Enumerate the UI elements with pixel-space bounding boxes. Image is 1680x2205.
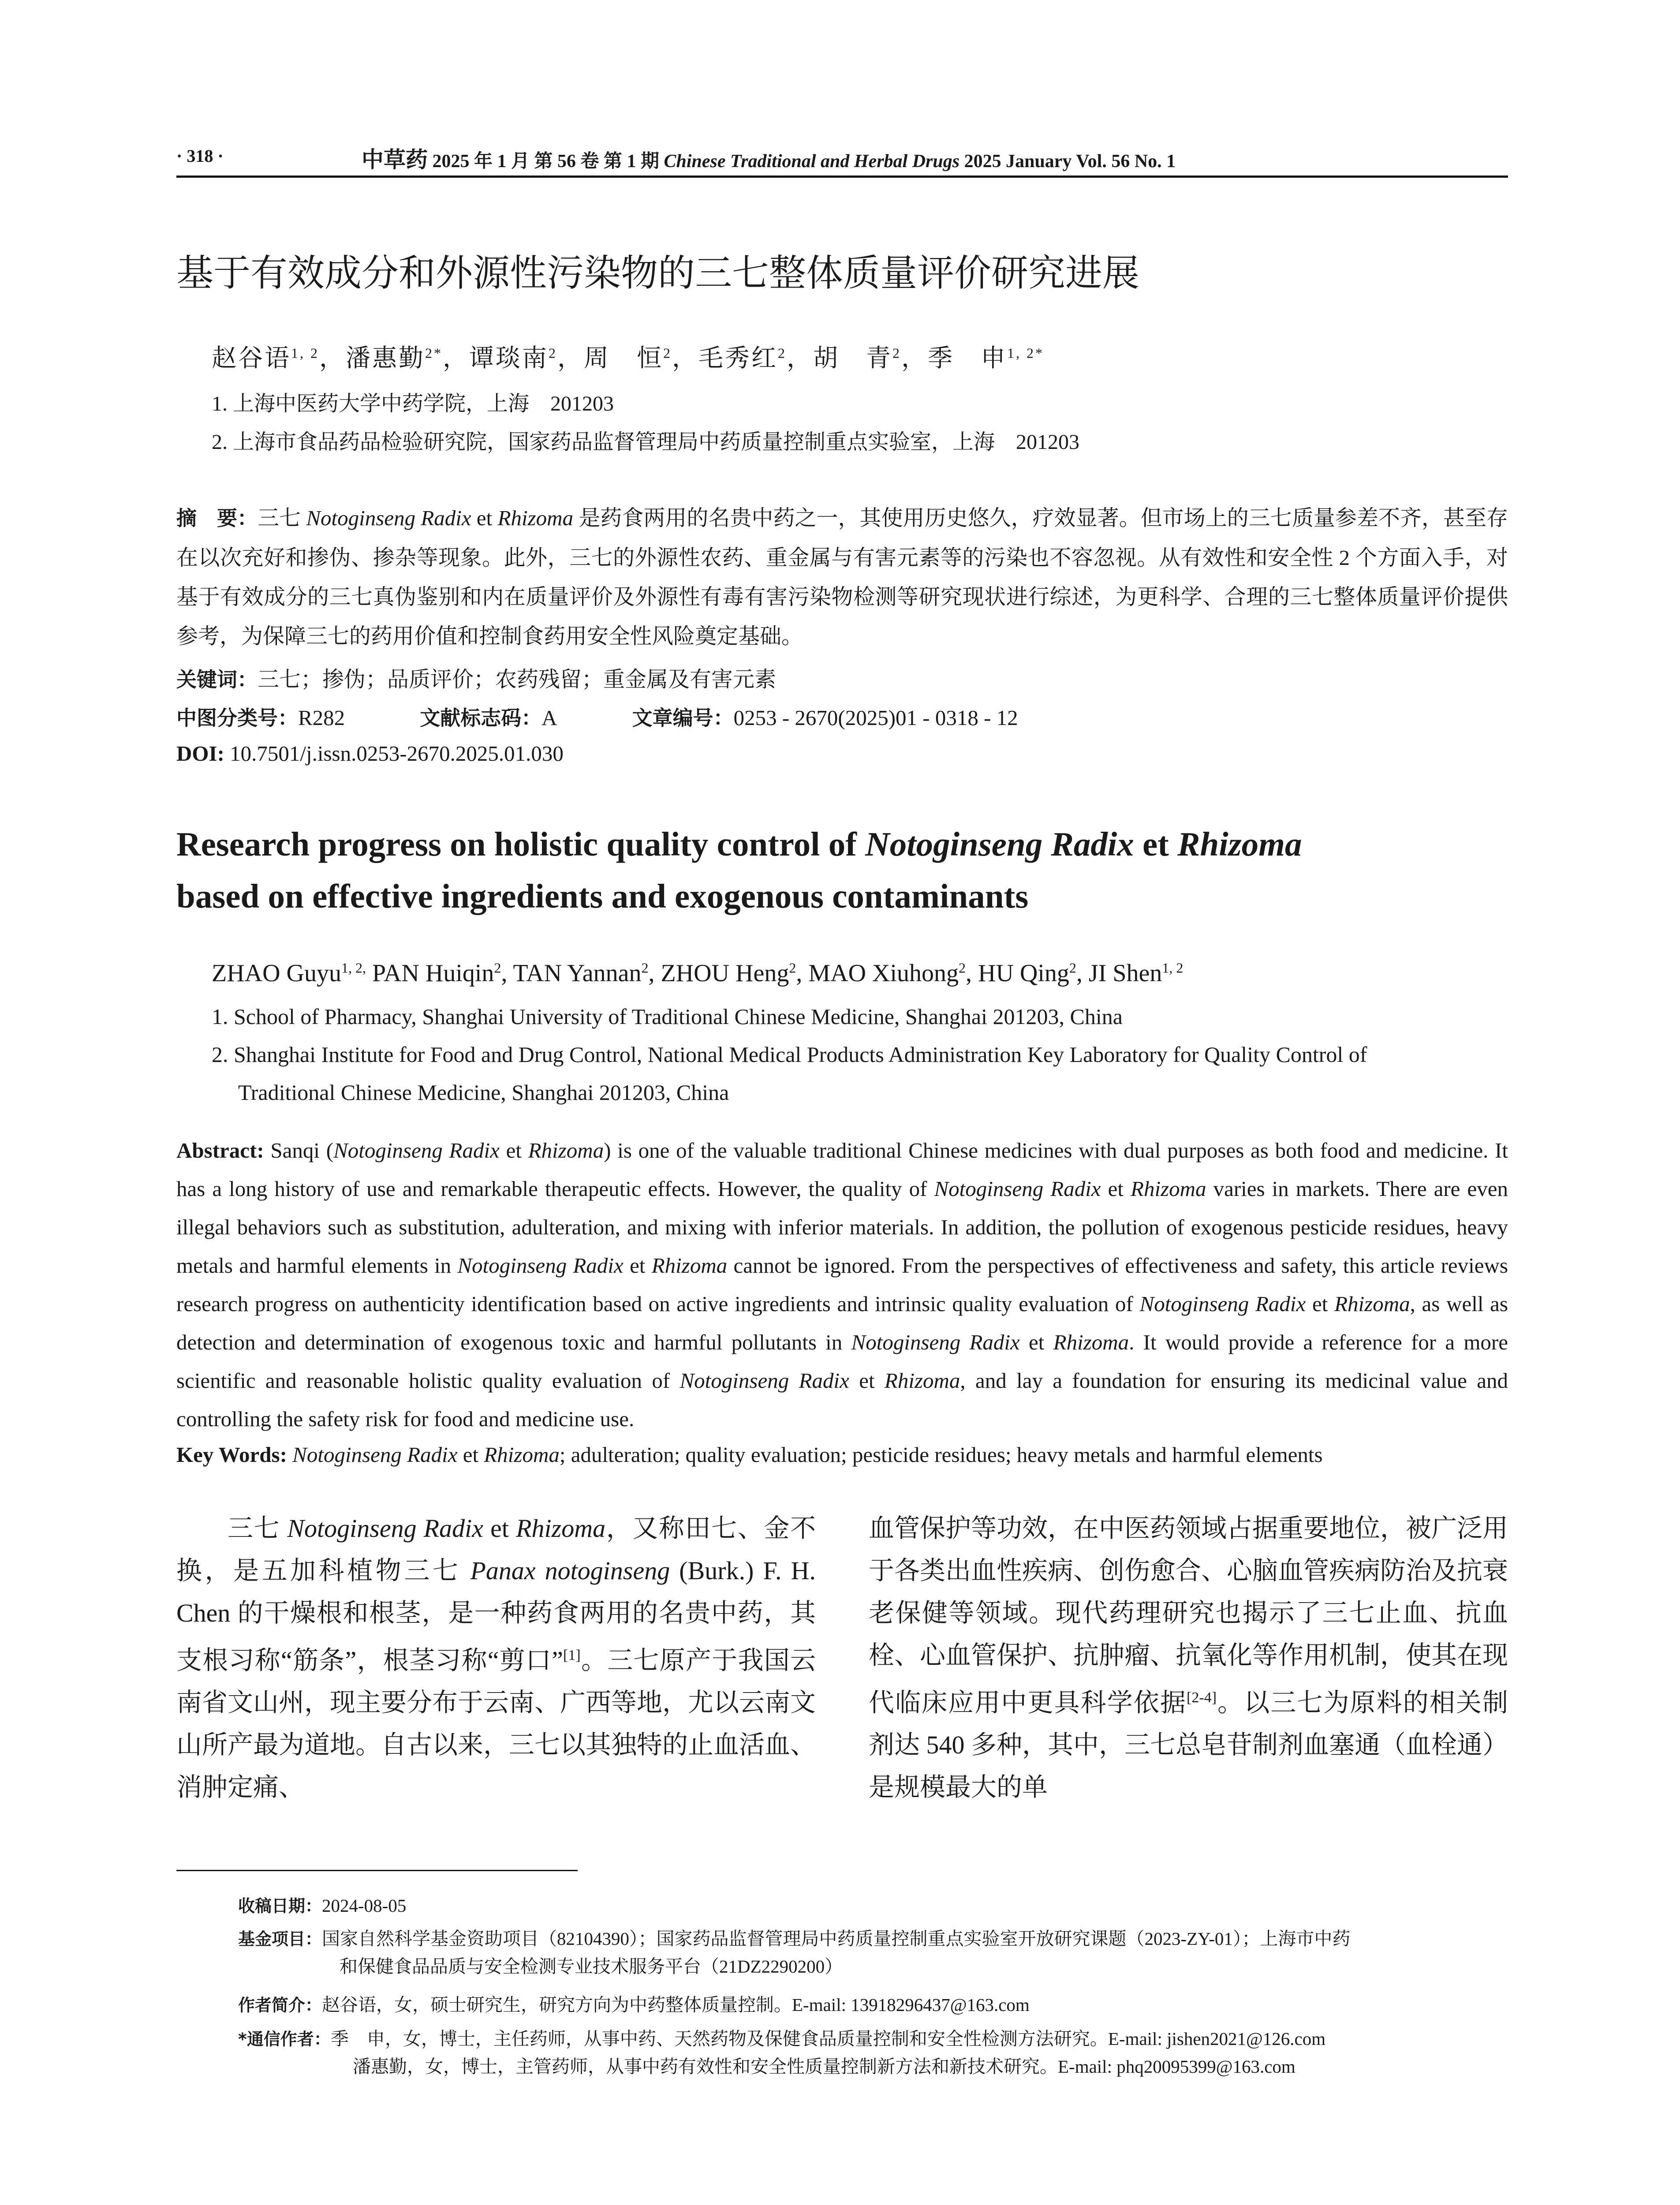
author-en: PAN Huiqin xyxy=(372,960,494,987)
body-left-segment: 。三七原产于我国云南省文山州，现主要分布于云南、广西等地，尤以云南文山所产最为道地。自古以来，三七以其独特的止血活血、消肿定痛、 xyxy=(176,1646,816,1802)
author-cn-affiliation-mark: 2 xyxy=(892,345,901,361)
affiliation-en-2: 2. Shanghai Institute for Food and Drug Control, National Medical Products Administration Key Laboratory for Quality Control of xyxy=(212,1042,1367,1067)
body-left-segment: 三七 xyxy=(228,1514,287,1543)
abstract-en-segment: Sanqi ( xyxy=(270,1138,334,1162)
body-left-segment: et xyxy=(483,1514,516,1543)
abstract-en-segment: et xyxy=(1306,1292,1335,1316)
abstract-en-segment: Rhizoma xyxy=(1131,1177,1206,1201)
keywords-en xyxy=(176,1442,1508,1467)
abstract-en-segment: , and lay a foundation for ensuring its medicinal value and controlling the safety risk for food and medicine use. xyxy=(176,1368,1508,1431)
author-en: ZHAO Guyu xyxy=(212,960,341,987)
abstract-en-segment: Rhizoma xyxy=(651,1253,728,1278)
title-en: Research progress on holistic quality control of Notoginseng Radix et Rhizoma based on effective ingredients and exogenous contaminants xyxy=(176,825,1302,915)
abstract-en-segment: et xyxy=(1101,1177,1131,1201)
affiliation-en-2-cont: Traditional Chinese Medicine, Shanghai 201203, China xyxy=(238,1080,729,1105)
body-left-segment: Panax notoginseng xyxy=(470,1556,670,1585)
affiliation-en-1: 1. School of Pharmacy, Shanghai University of Traditional Chinese Medicine, Shanghai 201203, China xyxy=(212,1004,1123,1029)
keywords-en-segment: et xyxy=(457,1443,484,1467)
author-en-affiliation-mark: 2 xyxy=(494,960,501,976)
doi-line xyxy=(176,741,564,766)
doi-value[interactable]: 10.7501/j.issn.0253-2670.2025.01.030 xyxy=(224,741,564,766)
footnote-received: 收稿日期：2024-08-05 xyxy=(238,1895,407,1916)
abstract-en-segment: et xyxy=(623,1253,652,1278)
issue-cn: 2025 年 1 月 第 56 卷 第 1 期 xyxy=(432,151,660,172)
abstract-cn-label: 摘 要： xyxy=(176,506,258,530)
author-en-affiliation-mark: 2 xyxy=(789,960,796,976)
abstract-en-segment: Rhizoma xyxy=(1053,1330,1129,1354)
author-cn: 潘惠勤 xyxy=(346,345,425,372)
author-en-affiliation-mark: 1, 2 xyxy=(1162,960,1183,976)
author-en-affiliation-mark: 2 xyxy=(959,960,966,976)
author-en: TAN Yannan xyxy=(513,960,642,987)
doi-label: DOI: xyxy=(176,741,224,766)
author-cn: 胡 青 xyxy=(813,345,892,372)
abstract-en-segment: Notoginseng Radix xyxy=(333,1138,500,1162)
journal-name-cn: 中草药 xyxy=(362,147,428,172)
page-number: · 318 · xyxy=(176,146,224,166)
author-cn: 毛秀红 xyxy=(698,345,778,372)
abstract-en-segment: Notoginseng Radix xyxy=(457,1253,623,1278)
author-en-affiliation-mark: 1, 2, xyxy=(341,960,366,976)
abstract-en-segment: Notoginseng Radix xyxy=(851,1330,1020,1354)
abstract-en-segment: Notoginseng Radix xyxy=(679,1368,849,1393)
author-en-affiliation-mark: 2 xyxy=(641,960,649,976)
title-cn: 基于有效成分和外源性污染物的三七整体质量评价研究进展 xyxy=(176,251,1140,295)
author-en: ZHOU Heng xyxy=(661,960,789,987)
abstract-cn: 摘 要：三七 Notoginseng Radix et Rhizoma 是药食两用的名贵中药之一，其使用历史悠久，疗效显著。但市场上的三七质量参差不齐，甚至存在以次充好和掺伪、掺杂等现象。此外，三七的外源性农药、重金属与有害元素等的污染也不容忽视。从有效性和安全性 2 个方面入手，对基于有效成分的三七真伪鉴别和内在质量评价及外源性有毒有害污染物检测等研究现状进行综述，为更科学、合理的三七整体质量评价提供参考，为保障三七的药用价值和控制食药用安全性风险奠定基础。 xyxy=(176,506,1508,648)
body-right-segment: 血管保护等功效，在中医药领域占据重要地位，被广泛用于各类出血性疾病、创伤愈合、心脑血管疾病防治及抗衰老保健等领域。现代药理研究也揭示了三七止血、抗血栓、心血管保护、抗肿瘤、抗氧化等作用机制，使其在现代临床应用中更具科学依据 xyxy=(869,1514,1508,1717)
author-cn: 赵谷语 xyxy=(212,345,291,372)
keywords-en-label: Key Words: xyxy=(176,1443,287,1467)
abstract-en-segment: , as well as detection and determination of exogenous toxic and harmful pollutants in xyxy=(176,1292,1508,1354)
body-left-segment: Rhizoma xyxy=(516,1514,606,1543)
author-en: HU Qing xyxy=(978,960,1069,987)
author-cn-affiliation-mark: 2* xyxy=(425,345,443,361)
issue-en: 2025 January Vol. 56 No. 1 xyxy=(964,151,1176,172)
author-cn: 季 申 xyxy=(928,345,1007,372)
author-en-affiliation-mark: 2 xyxy=(1069,960,1076,976)
author-cn-affiliation-mark: 2 xyxy=(663,345,672,361)
authors-en: ZHAO Guyu$^{1, 2,}$ PAN Huiqin$^2$, TAN Yannan$^2$, ZHOU Heng$^2$, MAO Xiuhong$^2$, HU Qing$^2$, JI Shen$^{1, 2}$ xyxy=(212,960,1183,987)
author-en: JI Shen xyxy=(1088,960,1162,987)
authors-cn: 赵谷语$^{1, 2}$，潘惠勤$^{2*}$，谭琰南$^2$，周 恒$^2$，毛秀红$^2$，胡 青$^2$，季 申$^{1, 2*}$ xyxy=(212,345,1044,372)
keywords-en-segment: ; adulteration; quality evaluation; pesticide residues; heavy metals and harmful elements xyxy=(559,1443,1323,1467)
abstract-en-segment: Notoginseng Radix xyxy=(1139,1292,1306,1316)
abstract-en-segment: et xyxy=(1019,1330,1053,1354)
keywords-en-segment: Rhizoma xyxy=(484,1443,560,1467)
abstract-en-segment: . It would provide a reference for a more scientific and reasonable holistic quality evaluation of xyxy=(176,1330,1508,1393)
abstract-en-segment: Notoginseng Radix xyxy=(934,1177,1101,1201)
body-column-right xyxy=(869,1507,1508,1809)
classification-line: 中图分类号：R282 文献标志码：A 文章编号：0253 - 2670(2025)01 - 0318 - 12 xyxy=(176,706,1018,730)
keywords-cn-label: 关键词： xyxy=(176,668,258,691)
header-rule xyxy=(176,176,1508,178)
author-cn-affiliation-mark: 1, 2 xyxy=(291,345,319,361)
affiliation-cn-2: 2. 上海市食品药品检验研究院，国家药品监督管理局中药质量控制重点实验室，上海 201203 xyxy=(212,430,1080,454)
author-cn: 谭琰南 xyxy=(469,345,549,372)
body-left-segment: (Burk.) F. H. Chen 的干燥根和根茎，是一种药食两用的名贵中药，其支根习称“筋条”，根茎习称“剪口” xyxy=(176,1556,816,1675)
abstract-en-label: Abstract: xyxy=(176,1138,264,1162)
body-right-segment: 。以三七为原料的相关制剂达 540 多种，其中，三七总皂苷制剂血塞通（血栓通）是规模最大的单 xyxy=(869,1688,1508,1802)
abstract-en-segment: et xyxy=(499,1138,528,1162)
affiliation-cn-1: 1. 上海中医药大学中药学院，上海 201203 xyxy=(212,392,614,415)
journal-name-en: Chinese Traditional and Herbal Drugs xyxy=(664,151,960,172)
running-header xyxy=(362,142,1176,174)
author-en: MAO Xiuhong xyxy=(808,960,959,987)
abstract-en-segment: Rhizoma xyxy=(884,1368,960,1393)
body-right-segment: [2-4] xyxy=(1187,1689,1217,1706)
abstract-en-segment: Rhizoma xyxy=(1334,1292,1410,1316)
author-cn-affiliation-mark: 1, 2* xyxy=(1007,345,1044,361)
keywords-cn: 关键词：三七；掺伪；品质评价；农药残留；重金属及有害元素 xyxy=(176,667,777,691)
clc-number: R282 xyxy=(298,706,345,730)
footnote-corresponding: *通信作者：季 申，女，博士，主任药师，从事中药、天然药物及保健食品质量控制和安全性检测方法研究。E-mail: jishen2021@126.com 潘惠勤，女，博士，主管药师，从事中药有效性和安全性质量控制新方法和新技术研究。E-mail: phq20095399@163.com xyxy=(238,2029,1326,2077)
abstract-en-segment: et xyxy=(849,1368,885,1393)
abstract-en xyxy=(176,1131,1508,1438)
footnote-rule xyxy=(176,1870,578,1871)
footnote-fund: 基金项目：国家自然科学基金资助项目（82104390）；国家药品监督管理局中药质量控制重点实验室开放研究课题（2023-ZY-01）；上海市中药 和保健食品品质与安全检测专业技术服务平台（21DZ2290200） xyxy=(238,1928,1351,1977)
abstract-en-segment: Rhizoma xyxy=(528,1138,604,1162)
abstract-en-segment: cannot be ignored. From the perspectives of effectiveness and safety, this article reviews research progress on authenticity identification based on active ingredients and intrinsic quality evaluation of xyxy=(176,1253,1508,1316)
abstract-en-segment: varies in markets. There are even illegal behaviors such as substitution, adulteration, and mixing with inferior materials. In addition, the pollution of exogenous pesticide residues, heavy metals and harmful elements in xyxy=(176,1177,1508,1278)
footnote-author: 作者简介：赵谷语，女，硕士研究生，研究方向为中药整体质量控制。E-mail: 13918296437@163.com xyxy=(238,1995,1030,2015)
abstract-en-segment: ) is one of the valuable traditional Chinese medicines with dual purposes as both food and medicine. It has a long history of use and remarkable therapeutic effects. However, the quality of xyxy=(176,1138,1508,1201)
author-cn: 周 恒 xyxy=(584,345,663,372)
document-code: A xyxy=(541,706,557,730)
body-column-left xyxy=(176,1507,816,1809)
author-cn-affiliation-mark: 2 xyxy=(778,345,787,361)
author-cn-affiliation-mark: 2 xyxy=(549,345,557,361)
body-left-segment: Notoginseng Radix xyxy=(287,1514,483,1543)
body-left-segment: [1] xyxy=(563,1647,581,1663)
article-number: 0253 - 2670(2025)01 - 0318 - 12 xyxy=(733,706,1018,730)
body-left-segment: ，又称田七、金不换，是五加科植物三七 xyxy=(176,1514,816,1585)
keywords-en-segment: Notoginseng Radix xyxy=(292,1443,458,1467)
